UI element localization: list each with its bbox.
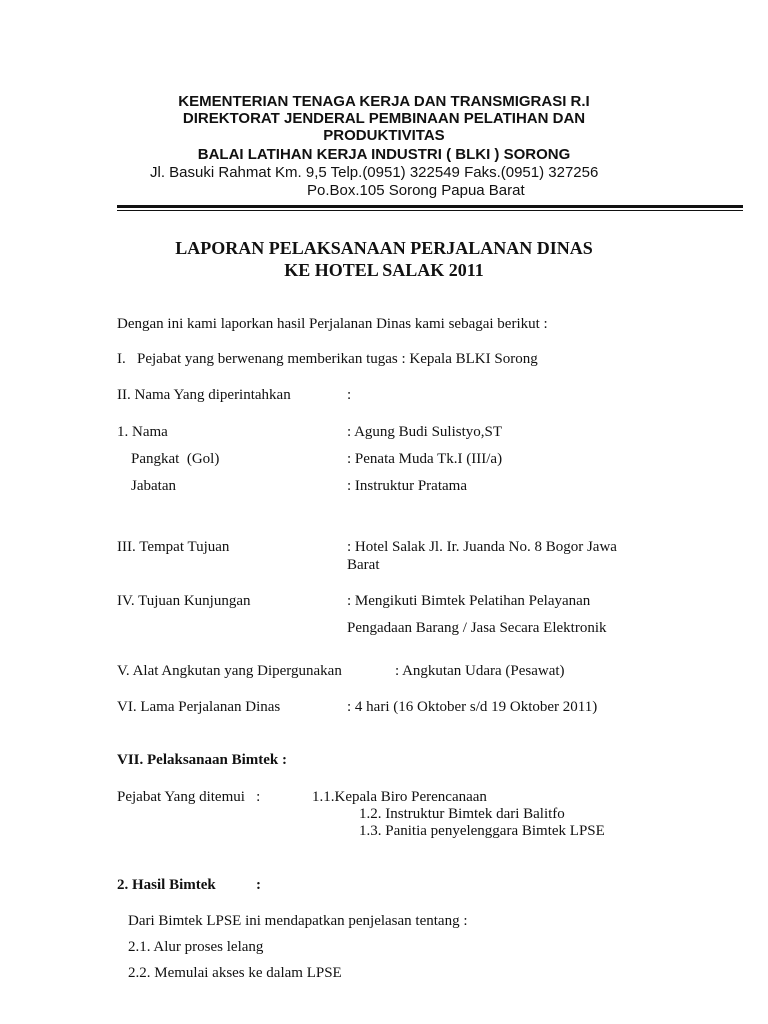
- header-ministry: KEMENTERIAN TENAGA KERJA DAN TRANSMIGRASI R.I: [178, 93, 590, 110]
- officials-met-item: 1.2. Instruktur Bimtek dari Balitfo: [359, 806, 565, 822]
- header-address: Jl. Basuki Rahmat Km. 9,5 Telp.(0951) 322549 Faks.(0951) 327256: [150, 164, 599, 181]
- officials-met-item: 1.3. Panitia penyelenggara Bimtek LPSE: [359, 823, 605, 839]
- name-value: : Agung Budi Sulistyo,ST: [347, 424, 503, 440]
- results-colon: :: [256, 877, 261, 893]
- results-heading: 2. Hasil Bimtek: [117, 877, 216, 893]
- report-title: LAPORAN PELAKSANAAN PERJALANAN DINAS: [175, 238, 593, 258]
- results-item: 2.2. Memulai akses ke dalam LPSE: [128, 965, 342, 981]
- report-subtitle: KE HOTEL SALAK 2011: [284, 260, 484, 280]
- section-3-label: III. Tempat Tujuan: [117, 539, 230, 555]
- letterhead-rule-thick: [117, 205, 743, 208]
- section-2-label: II. Nama Yang diperintahkan: [117, 387, 291, 403]
- section-3-value: : Hotel Salak Jl. Ir. Juanda No. 8 Bogor Jawa: [347, 539, 617, 555]
- letterhead-rule-thin: [117, 210, 743, 211]
- header-institution: BALAI LATIHAN KERJA INDUSTRI ( BLKI ) SORONG: [197, 146, 571, 163]
- section-7-heading: VII. Pelaksanaan Bimtek :: [117, 752, 288, 768]
- section-1-authority: I. Pejabat yang berwenang memberikan tugas : Kepala BLKI Sorong: [117, 351, 538, 367]
- section-4-label: IV. Tujuan Kunjungan: [117, 593, 251, 609]
- header-directorate: DIREKTORAT JENDERAL PEMBINAAN PELATIHAN DAN: [182, 110, 586, 127]
- officials-met-item: 1.1.Kepala Biro Perencanaan: [312, 789, 487, 805]
- section-2-colon: :: [347, 387, 352, 403]
- header-directorate-cont: PRODUKTIVITAS: [323, 127, 445, 144]
- section-4-value-cont: Pengadaan Barang / Jasa Secara Elektronik: [347, 620, 607, 636]
- rank-label: Pangkat (Gol): [131, 451, 220, 467]
- position-label: Jabatan: [131, 478, 176, 494]
- intro-text: Dengan ini kami laporkan hasil Perjalanan Dinas kami sebagai berikut :: [117, 316, 548, 332]
- name-label: 1. Nama: [117, 424, 168, 440]
- section-4-value: : Mengikuti Bimtek Pelatihan Pelayanan: [347, 593, 591, 609]
- position-value: : Instruktur Pratama: [347, 478, 467, 494]
- section-5-label: V. Alat Angkutan yang Dipergunakan: [117, 663, 342, 679]
- section-6-value: : 4 hari (16 Oktober s/d 19 Oktober 2011): [347, 699, 598, 715]
- header-po-box: Po.Box.105 Sorong Papua Barat: [307, 182, 525, 199]
- section-6-label: VI. Lama Perjalanan Dinas: [117, 699, 281, 715]
- rank-value: : Penata Muda Tk.I (III/a): [347, 451, 503, 467]
- results-intro: Dari Bimtek LPSE ini mendapatkan penjelasan tentang :: [128, 913, 468, 929]
- results-item: 2.1. Alur proses lelang: [128, 939, 264, 955]
- officials-met-label: Pejabat Yang ditemui :: [117, 789, 261, 805]
- section-3-value-cont: Barat: [347, 557, 380, 573]
- section-5-value: : Angkutan Udara (Pesawat): [395, 663, 565, 679]
